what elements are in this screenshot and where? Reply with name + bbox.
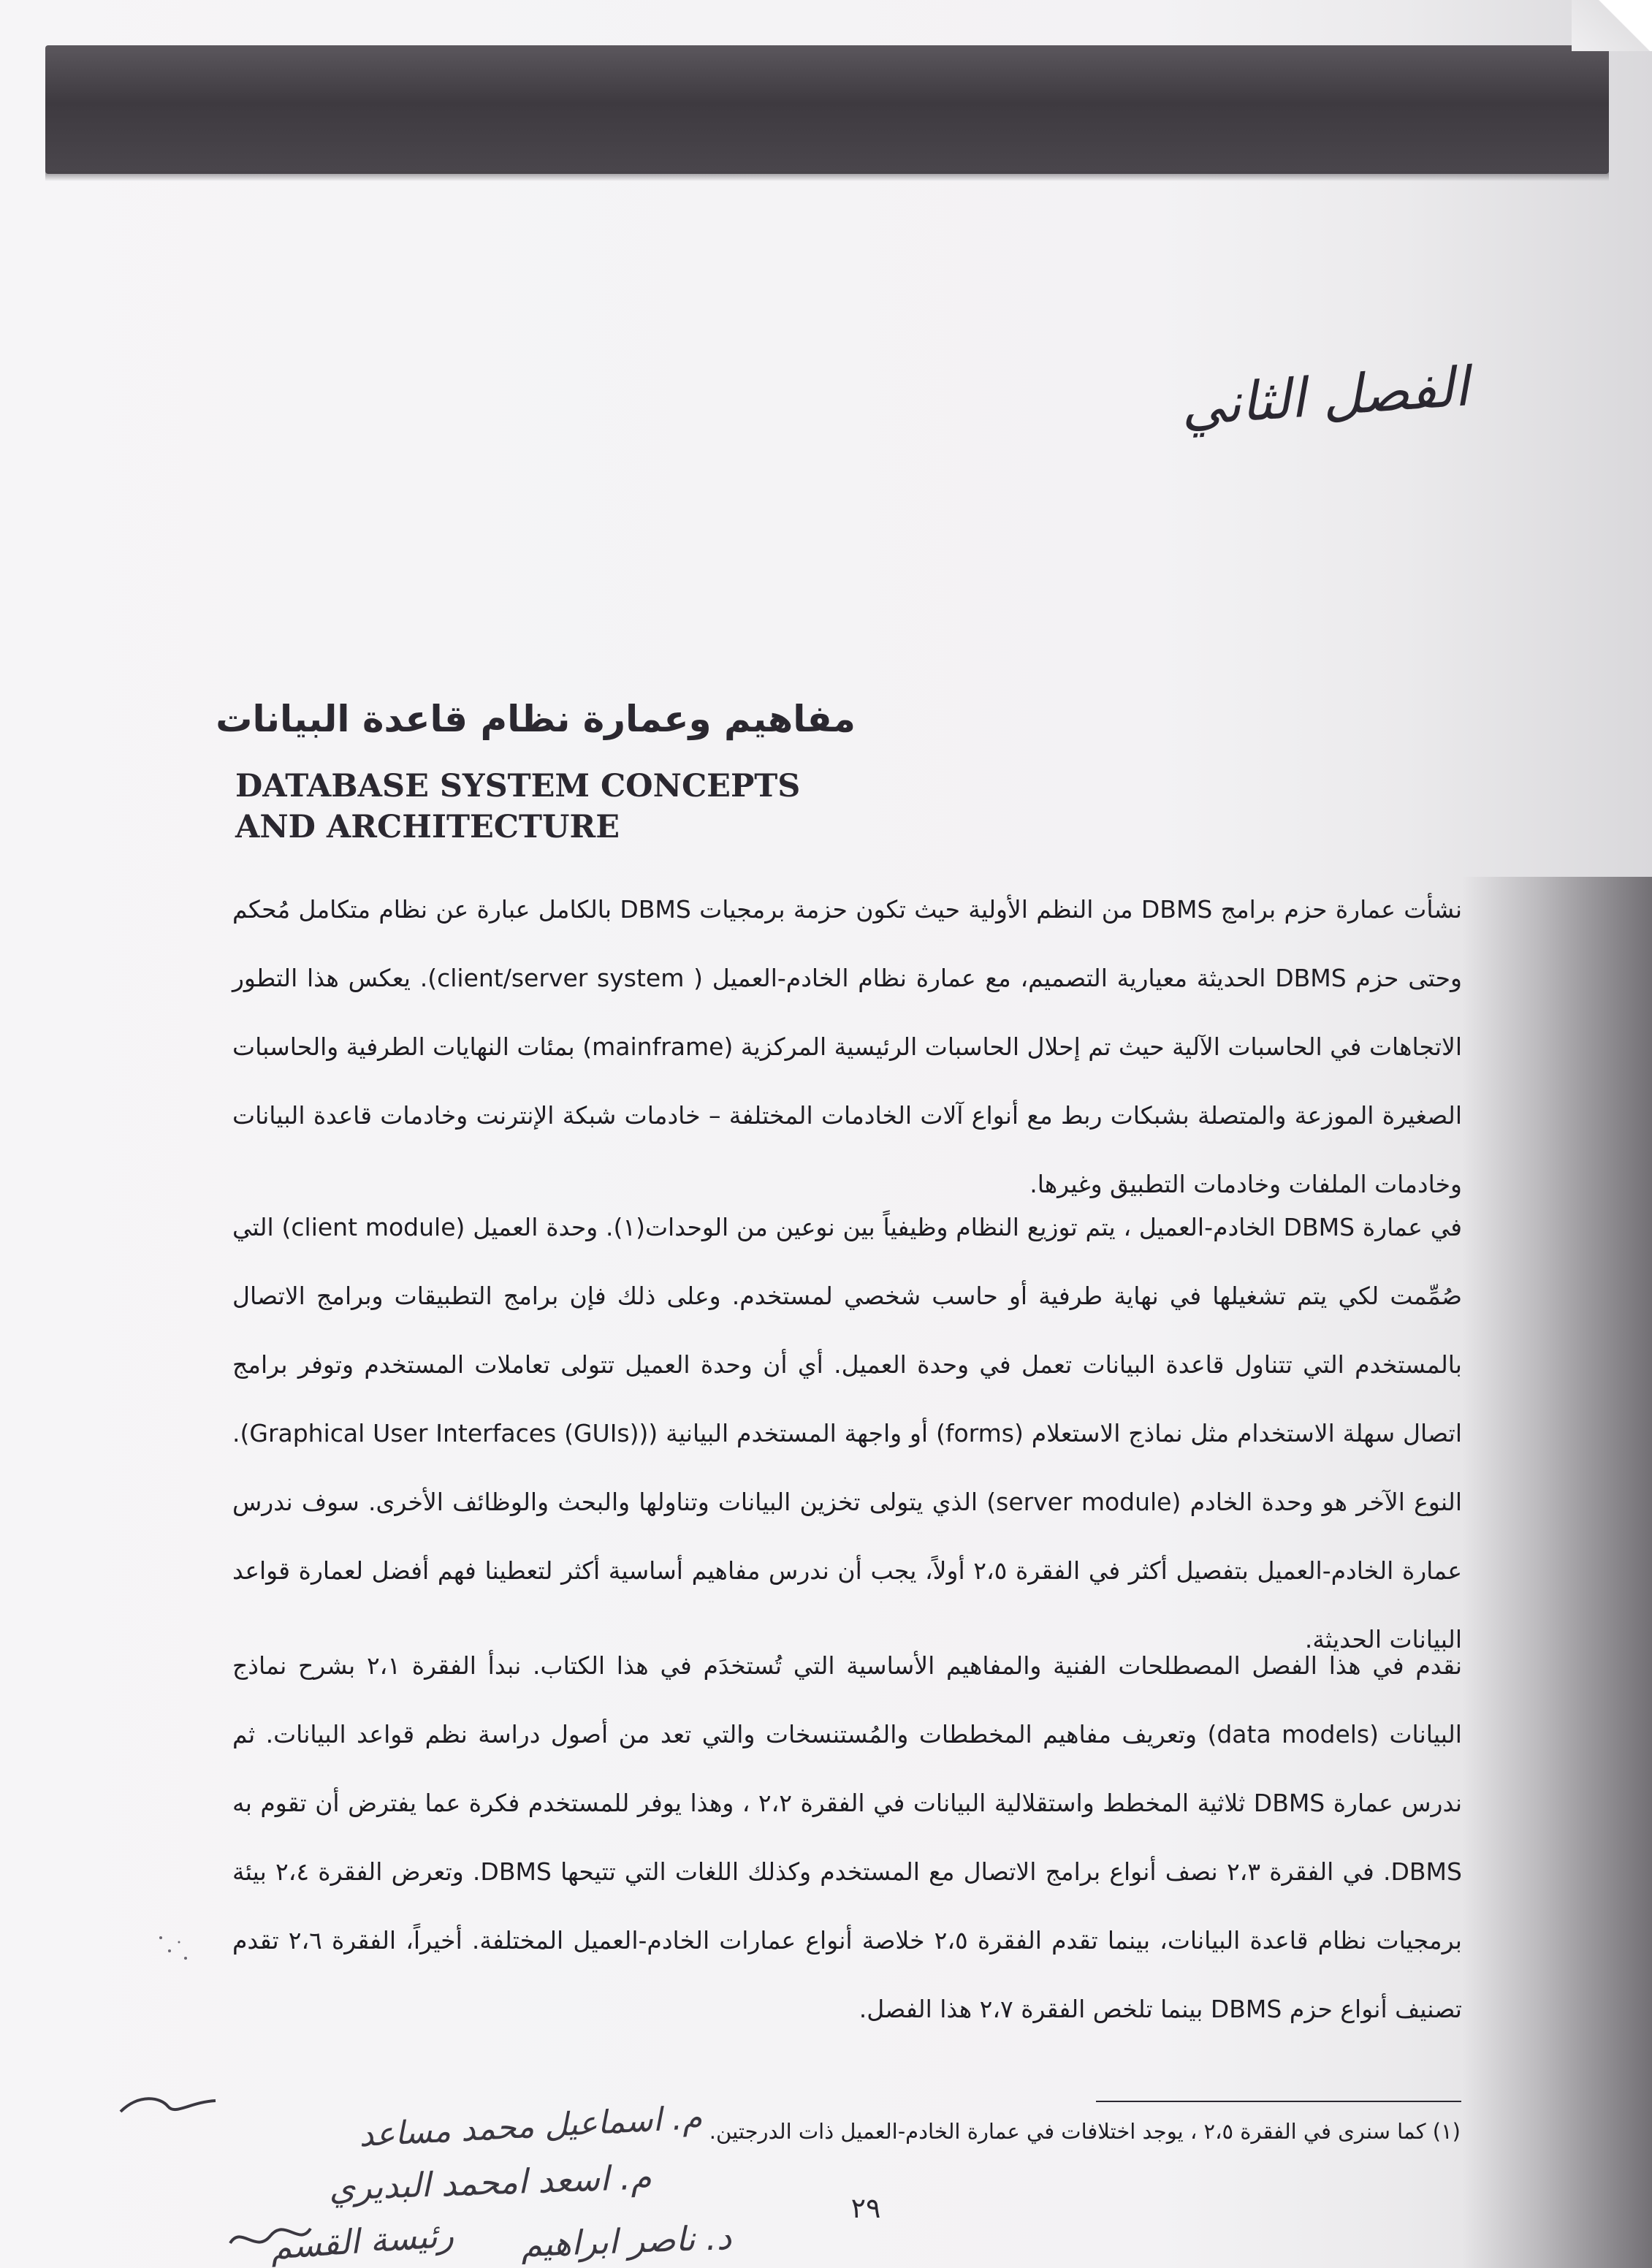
footnote: (١) كما سنرى في الفقرة ٢،٥ ، يوجد اختلافات في عمارة الخادم-العميل ذات الدرجتين. (709, 2119, 1461, 2144)
handwritten-name-3: د. ناصر ابراهيم (520, 2217, 732, 2265)
english-title-line-1: DATABASE SYSTEM CONCEPTS (235, 768, 801, 804)
scan-dark-band (45, 45, 1609, 174)
handwritten-name-1: م. اسماعيل محمد مساعد (357, 2098, 704, 2155)
corner-fold (1572, 0, 1652, 51)
paragraph-text: نشأت عمارة حزم برامج DBMS من النظم الأولية حيث تكون حزمة برمجيات DBMS بالكامل عبارة عن نظام متكامل مُحكم وحتى حزم DBMS الحديثة معيارية التصميم، مع عمارة نظام الخادم-العميل ( client/server system). يعكس هذا التطور الاتجاهات في الحاسبات الآلية حيث تم إحلال الحاسبات الرئيسية المركزية (mainframe) بمئات النهايات الطرفية والحاسبات الصغيرة الموزعة والمتصلة بشبكات ربط مع أنواع آلات الخادمات المختلفة – خادمات شبكة الإنترنت وخادمات قاعدة البيانات وخادمات الملفات وخادمات التطبيق وغيرها. (232, 895, 1463, 1198)
handwritten-name-4: رئيسة القسم (269, 2215, 455, 2267)
handwritten-signature (117, 2086, 219, 2123)
paragraph-text: نقدم في هذا الفصل المصطلحات الفنية والمفاهيم الأساسية التي تُستخدَم في هذا الكتاب. نبدأ الفقرة ٢،١ بشرح نماذج البيانات (data models) وتعريف مفاهيم المخططات والمُستنسخات والتي تعد من أصول دراسة نظم قواعد البيانات. ثم ندرس عمارة DBMS ثلاثية المخطط واستقلالية البيانات في الفقرة ٢،٢ ، وهذا يوفر للمستخدم فكرة عما يفترض أن تقوم به DBMS. في الفقرة ٢،٣ نصف أنواع برامج الاتصال مع المستخدم وكذلك اللغات التي تتيحها DBMS. وتعرض الفقرة ٢،٤ بيئة برمجيات نظام قاعدة البيانات، بينما تقدم الفقرة ٢،٥ خلاصة أنواع عمارات الخادم-العميل المختلفة. أخيراً، الفقرة ٢،٦ تقدم تصنيف أنواع حزم DBMS بينما تلخص الفقرة ٢،٧ هذا الفصل. (232, 1651, 1463, 2023)
handwritten-name-2: م. اسعد امحمد البديري (327, 2157, 652, 2208)
arabic-title: مفاهيم وعمارة نظام قاعدة البيانات (216, 698, 856, 740)
scan-specks (153, 1929, 197, 1973)
scan-edge-shadow (1462, 877, 1652, 2268)
footnote-divider (1096, 2101, 1461, 2102)
english-title-line-2: AND ARCHITECTURE (235, 809, 620, 845)
handwritten-signature-2 (227, 2221, 314, 2258)
english-title (235, 766, 893, 848)
paragraph-text: في عمارة DBMS الخادم-العميل ، يتم توزيع النظام وظيفياً بين نوعين من الوحدات(١). وحدة العميل (client module) التي صُمِّمت لكي يتم تشغيلها في نهاية طرفية أو حاسب شخصي لمستخدم. وعلى ذلك فإن برامج التطبيقات وبرامج الاتصال بالمستخدم التي تتناول قاعدة البيانات تعمل في وحدة العميل. أي أن وحدة العميل تتولى تعاملات المستخدم وتوفر برامج اتصال سهلة الاستخدام مثل نماذج الاستعلام (forms) أو واجهة المستخدم البيانية ((Graphical User Interfaces (GUIs)). النوع الآخر هو وحدة الخادم (server module) الذي يتولى تخزين البيانات وتناولها والبحث والوظائف الأخرى. سوف ندرس عمارة الخادم-العميل بتفصيل أكثر في الفقرة ٢،٥ أولاً، يجب أن ندرس مفاهيم أساسية أكثر لتعطينا فهم أفضل لعمارة قواعد البيانات الحديثة. (232, 1213, 1463, 1654)
body-paragraph-3 (232, 1632, 1462, 2044)
chapter-title: الفصل الثاني (1179, 355, 1472, 438)
page-number: ٢٩ (850, 2192, 881, 2224)
body-paragraph-1 (232, 875, 1462, 1219)
body-paragraph-2 (232, 1193, 1462, 1674)
